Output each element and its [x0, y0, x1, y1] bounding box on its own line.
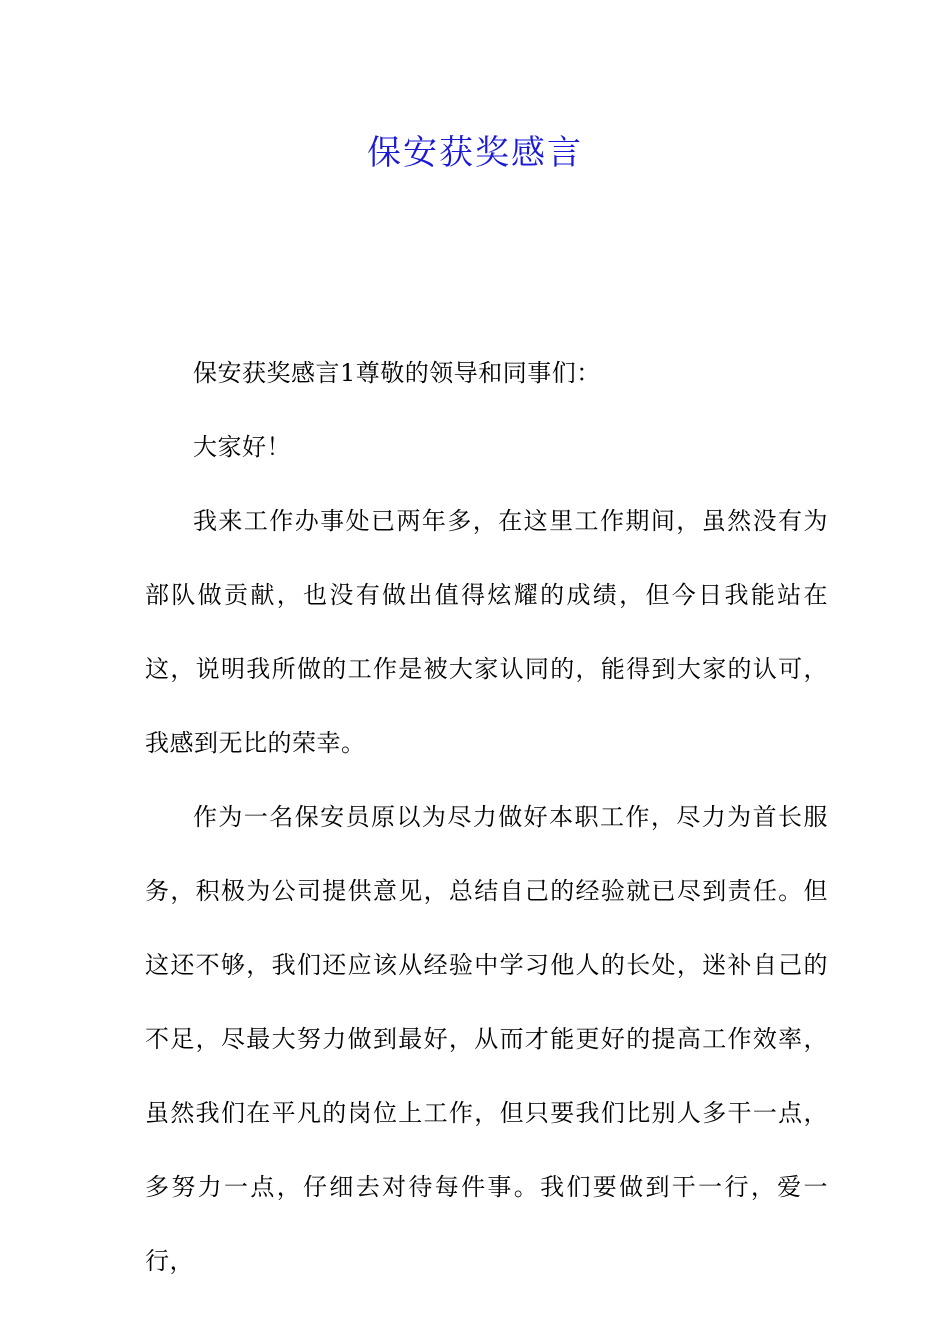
document-title: 保安获奖感言	[367, 133, 583, 173]
paragraph-greeting: 大家好！	[193, 433, 291, 461]
paragraph-work-experience: 我来工作办事处已两年多，在这里工作期间，虽然没有为部队做贡献，也没有做出值得炫耀的成绩，但今日我能站在这，说明我所做的工作是被大家认同的，能得到大家的认可，我感到无比的荣幸。	[145, 507, 828, 757]
document-body	[145, 336, 828, 1298]
paragraph-salutation: 保安获奖感言1尊敬的领导和同事们：	[193, 359, 601, 387]
paragraph-responsibility: 作为一名保安员原以为尽力做好本职工作，尽力为首长服务，积极为公司提供意见，总结自己的经验就已尽到责任。但这还不够，我们还应该从经验中学习他人的长处，迷补自己的不足，尽最大努力做到最好，从而才能更好的提高工作效率，虽然我们在平凡的岗位上工作，但只要我们比别人多干一点，多努力一点，仔细去对待每件事。我们要做到干一行，爱一行，	[145, 803, 828, 1275]
